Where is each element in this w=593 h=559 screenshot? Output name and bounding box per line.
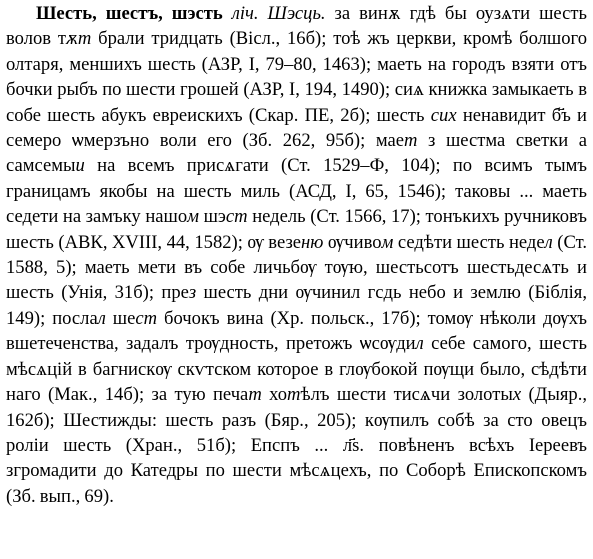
text-fragment: шэ (199, 206, 226, 228)
italic-fragment: х (512, 384, 522, 406)
italic-fragment: т (404, 130, 418, 152)
text-fragment: ка замыкаеть в собе шесть а (6, 79, 587, 126)
text-fragment: шесть дни (196, 282, 289, 304)
italic-fragment: и (75, 155, 85, 177)
text-fragment: которое в (251, 358, 334, 380)
text-fragment: багнискѹ скѵтском (86, 358, 252, 380)
italic-fragment: ст (135, 307, 158, 329)
part-of-speech: ліч. (231, 3, 259, 24)
text-fragment: ненавидит б҃ъ и семеро ѡмерзъно воли его (Зб. 262, 95б); мае (6, 104, 587, 152)
italic-fragment: л (415, 333, 424, 355)
italic-fragment: л (97, 307, 106, 329)
text-fragment: глѹбокой пѹщи было, сѣдѣти наго (Мак., 14б); за тую печа (6, 358, 588, 406)
italic-fragment: м (381, 231, 394, 253)
italic-fragment: ѫт (66, 28, 92, 50)
text-fragment: (Дыяр., 162б); Шестижды: шесть разъ (Бяр., 205); кѹпилъ собѣ за сто овецъ роліи шесть (Хран., 51б); Епспъ ... л҃ѕ. повѣненъ всѣхъ Іереевъ згромадити до Катедры по шести мѣсѧцехъ, по Соборѣ Епископскомъ (Зб. вып., 69). (6, 384, 587, 507)
text-fragment: недель (Ст. 1566, 17); тонъкихъ ручниковъ шесть (АВК, XVIII, 44, 1582); ѹ везе (6, 206, 587, 253)
dictionary-entry (6, 1, 587, 509)
text-fragment: ... маеть седети на замъку нашо (6, 180, 587, 228)
text-fragment: ѹчиво (323, 231, 382, 253)
italic-fragment: сих (430, 104, 457, 126)
text-fragment: (Ст. 1588, 5); маеть мети въ собе личьбѹ тѹю, шестьсотъ шестьдесѧть и шесть (Унія, 31б); пре (6, 231, 587, 304)
text-fragment: ѹчинил гсдь небо и землю (Біблія, 149); посла (6, 282, 587, 329)
text-fragment: на всемъ присѧгати (Ст. 1529–Ф, 104); по всимъ тымъ границамъ якобы на шесть миль (АСД, I, 65, 1546); таковы (6, 155, 587, 202)
headword: Шесть, шестъ, шэсть (36, 3, 223, 24)
text-fragment: ше (105, 307, 136, 329)
text-fragment: за винѫ гдѣ бы оузѧти шесть волов т (6, 3, 587, 50)
italic-fragment: л (544, 231, 553, 253)
text-fragment: букъ евреискихъ (Скар. ПЕ, 2б); шесть (109, 104, 431, 126)
italic-fragment: м (187, 206, 200, 228)
italic-fragment: ст (225, 206, 248, 228)
italic-fragment: ню (301, 231, 324, 253)
entry-body (6, 3, 587, 507)
italic-fragment: т (248, 384, 262, 406)
text-fragment: седѣти шесть неде (393, 231, 545, 253)
text-fragment: бочокъ вина (Хр. польск., 17б); томѹ нѣколи дѹхъ вшетеченства, задалъ трѹдность, претожъ ѡсѹди (6, 307, 587, 355)
italic-fragment: т (287, 384, 301, 406)
text-fragment: з шестма светки а самсемы (6, 130, 588, 177)
text-fragment: брали тридцать (Вісл., 16б); тоѣ жъ церкви, кромѣ болшого олтаря, меншихъ шесть (АЗР, I, 79–80, 1463); маеть на городъ взяти отъ бочки рыбъ по шести грошей (АЗР, I, 194, 1490); сиѧ книж (6, 28, 587, 101)
text-fragment: себе самого, шесть мѣсѧцій в (6, 333, 587, 380)
text-fragment: ѣлъ шести тисѧчи золоты (300, 384, 513, 406)
headword-variant: Шэсць. (267, 3, 326, 24)
italic-fragment: з (188, 282, 197, 304)
text-fragment: хо (261, 384, 288, 406)
